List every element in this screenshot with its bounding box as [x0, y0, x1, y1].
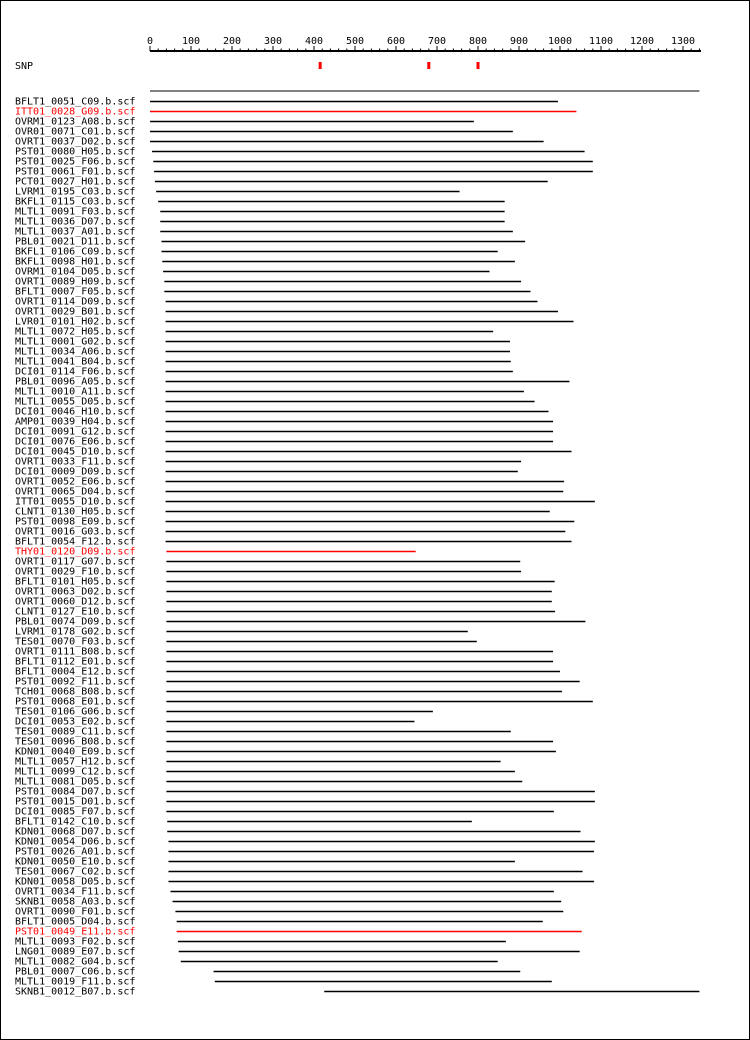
read-name: BKFL1_0098_H01.b.scf [15, 256, 136, 268]
position-axis [147, 36, 701, 51]
read-name: TES01_0106_G06.b.scf [15, 706, 136, 718]
read-name: OVRT1_0065_D04.b.scf [15, 486, 136, 498]
read-name: THY01_0120_D09.b.scf [15, 546, 136, 558]
read-name: DCI01_0053_E02.b.scf [15, 716, 136, 728]
read-list [15, 91, 699, 998]
read-name: OVRT1_0033_F11.b.scf [15, 456, 136, 468]
read-name: ITT01_0028_G09.b.scf [15, 106, 136, 118]
read-name: SKNB1_0058_A03.b.scf [15, 896, 136, 908]
read-name: BFLT1_0112_E01.b.scf [15, 656, 136, 668]
read-name: MLTL1_0072_H05.b.scf [15, 326, 136, 338]
read-name: PBL01_0074_D09.b.scf [15, 616, 136, 628]
read-name: MLTL1_0081_D05.b.scf [15, 776, 136, 788]
read-name: MLTL1_0037_A01.b.scf [15, 226, 136, 238]
read-name: PST01_0026_A01.b.scf [15, 846, 136, 858]
read-name: BFLT1_0007_F05.b.scf [15, 286, 136, 298]
read-name: DCI01_0114_F06.b.scf [15, 366, 136, 378]
read-name: DCI01_0091_G12.b.scf [15, 426, 136, 438]
axis-tick-label: 1100 [588, 36, 614, 47]
read-name: KDN01_0068_D07.b.scf [15, 826, 136, 838]
read-name: OVRM1_0123_A08.b.scf [15, 116, 136, 128]
read-name: PST01_0068_E01.b.scf [15, 696, 136, 708]
read-name: KDN01_0050_E10.b.scf [15, 856, 136, 868]
read-name: DCI01_0076_E06.b.scf [15, 436, 136, 448]
read-name: KDN01_0054_D06.b.scf [15, 836, 136, 848]
read-name: OVRT1_0029_F10.b.scf [15, 566, 136, 578]
axis-tick-label: 900 [509, 36, 529, 47]
snp-row-label: SNP [15, 61, 34, 72]
read-name: DCI01_0009_D09.b.scf [15, 466, 136, 478]
read-name: CLNT1_0130_H05.b.scf [15, 506, 136, 518]
read-name: TES01_0096_B08.b.scf [15, 736, 136, 748]
read-name: LVRM1_0178_G02.b.scf [15, 626, 136, 638]
read-name: OVRT1_0063_D02.b.scf [15, 586, 136, 598]
axis-tick-label: 800 [468, 36, 488, 47]
axis-tick-label: 300 [263, 36, 283, 47]
snp-marker [427, 62, 430, 69]
read-name: PST01_0049_E11.b.scf [15, 926, 136, 938]
axis-tick-label: 1200 [629, 36, 655, 47]
read-name: CLNT1_0127_E10.b.scf [15, 606, 136, 618]
read-name: PST01_0025_F06.b.scf [15, 156, 136, 168]
read-name: MLTL1_0036_D07.b.scf [15, 216, 136, 228]
read-name: MLTL1_0091_F03.b.scf [15, 206, 136, 218]
read-name: TES01_0089_C11.b.scf [15, 726, 136, 738]
read-name: PST01_0092_F11.b.scf [15, 676, 136, 688]
read-alignment-chart [1, 1, 749, 1039]
read-name: OVRT1_0034_F11.b.scf [15, 886, 136, 898]
read-name: PBL01_0021_D11.b.scf [15, 236, 136, 248]
read-name: PST01_0084_D07.b.scf [15, 786, 136, 798]
read-name: MLTL1_0010_A11.b.scf [15, 386, 136, 398]
read-name: PST01_0061_F01.b.scf [15, 166, 136, 178]
axis-tick-label: 400 [304, 36, 324, 47]
read-name: MLTL1_0082_G04.b.scf [15, 956, 136, 968]
read-name: MLTL1_0001_G02.b.scf [15, 336, 136, 348]
read-name: OVRT1_0037_D02.b.scf [15, 136, 136, 148]
read-name: OVR01_0071_C01.b.scf [15, 126, 136, 138]
snp-markers [319, 62, 480, 69]
axis-tick-label: 1000 [547, 36, 573, 47]
read-name: BFLT1_0101_H05.b.scf [15, 576, 136, 588]
read-name: MLTL1_0099_C12.b.scf [15, 766, 136, 778]
read-row [15, 987, 699, 998]
read-name: BKFL1_0106_C09.b.scf [15, 246, 136, 258]
read-name: DCI01_0045_D10.b.scf [15, 446, 136, 458]
read-name: BFLT1_0051_C09.b.scf [15, 96, 136, 108]
read-name: TES01_0067_C02.b.scf [15, 866, 136, 878]
read-name: OVRM1_0104_D05.b.scf [15, 266, 136, 278]
read-name: PBL01_0096_A05.b.scf [15, 376, 136, 388]
read-name: PST01_0015_D01.b.scf [15, 796, 136, 808]
read-name: BFLT1_0005_D04.b.scf [15, 916, 136, 928]
read-name: PST01_0080_H05.b.scf [15, 146, 136, 158]
read-name: KDN01_0058_D05.b.scf [15, 876, 136, 888]
snp-marker [319, 62, 322, 69]
read-name: PBL01_0007_C06.b.scf [15, 966, 136, 978]
read-name: OVRT1_0117_G07.b.scf [15, 556, 136, 568]
read-name: OVRT1_0016_G03.b.scf [15, 526, 136, 538]
read-name: DCI01_0085_F07.b.scf [15, 806, 136, 818]
read-name: MLTL1_0034_A06.b.scf [15, 346, 136, 358]
read-name: LNG01_0089_E07.b.scf [15, 946, 136, 958]
axis-tick-label: 200 [222, 36, 242, 47]
read-name: AMP01_0039_H04.b.scf [15, 416, 136, 428]
axis-tick-label: 700 [427, 36, 447, 47]
read-name: LVR01_0101_H02.b.scf [15, 316, 136, 328]
read-name: KDN01_0040_E09.b.scf [15, 746, 136, 758]
read-name: OVRT1_0089_H09.b.scf [15, 276, 136, 288]
read-name: SKNB1_0012_B07.b.scf [15, 986, 136, 998]
axis-tick-label: 600 [386, 36, 406, 47]
read-name: MLTL1_0041_B04.b.scf [15, 356, 136, 368]
axis-tick-label: 0 [146, 36, 154, 47]
read-name: OVRT1_0029_B01.b.scf [15, 306, 136, 318]
read-name: BKFL1_0115_C03.b.scf [15, 196, 136, 208]
read-name: MLTL1_0055_D05.b.scf [15, 396, 136, 408]
axis-tick-label: 500 [345, 36, 365, 47]
read-name: BFLT1_0004_E12.b.scf [15, 666, 136, 678]
read-name: OVRT1_0114_D09.b.scf [15, 296, 136, 308]
read-name: MLTL1_0019_F11.b.scf [15, 976, 136, 988]
read-name: ITT01_0055_D10.b.scf [15, 496, 136, 508]
axis-tick-label: 100 [181, 36, 201, 47]
read-name: TES01_0070_F03.b.scf [15, 636, 136, 648]
read-name: LVRM1_0195_C03.b.scf [15, 186, 136, 198]
read-name: DCI01_0046_H10.b.scf [15, 406, 136, 418]
read-name: PCT01_0027_H01.b.scf [15, 176, 136, 188]
read-name: OVRT1_0111_B08.b.scf [15, 646, 136, 658]
read-name: BFLT1_0142_C10.b.scf [15, 816, 136, 828]
read-name: TCH01_0068_B08.b.scf [15, 686, 136, 698]
read-name: MLTL1_0057_H12.b.scf [15, 756, 136, 768]
read-name: OVRT1_0090_F01.b.scf [15, 906, 136, 918]
read-name: MLTL1_0093_F02.b.scf [15, 936, 136, 948]
snp-marker [477, 62, 480, 69]
read-name: PST01_0098_E09.b.scf [15, 516, 136, 528]
read-name: OVRT1_0060_D12.b.scf [15, 596, 136, 608]
axis-tick-label: 1300 [670, 36, 696, 47]
read-name: OVRT1_0052_E06.b.scf [15, 476, 136, 488]
read-name: BFLT1_0054_F12.b.scf [15, 536, 136, 548]
